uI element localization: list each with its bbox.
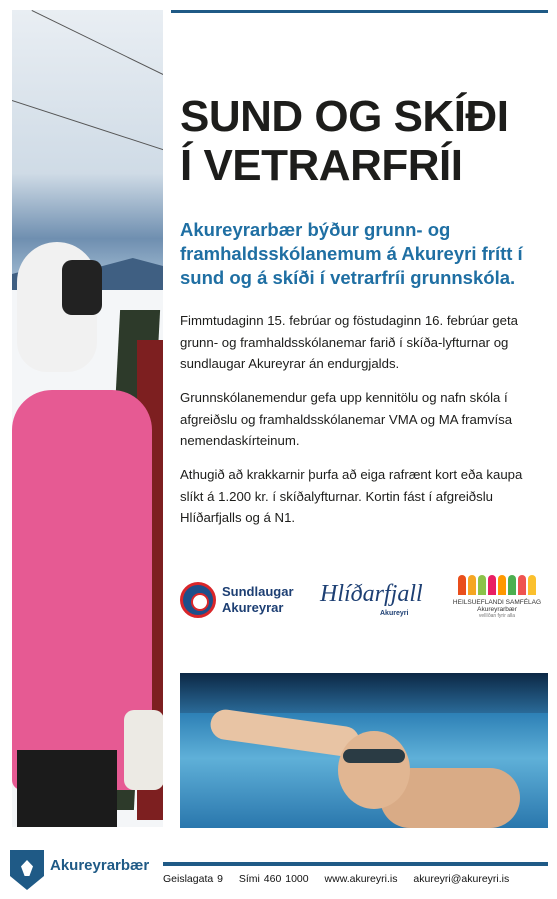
swimmer-photo: [180, 673, 548, 828]
footer-phone: Sími 460 1000: [238, 873, 309, 885]
hlidarfjall-name: Hlíðarfjall: [320, 581, 423, 607]
heilsueflandi-line2: Akureyrarbær: [477, 606, 517, 613]
sundlaugar-logo: [180, 580, 300, 620]
partner-logos: [180, 575, 545, 625]
footer-brand: Akureyrarbær: [50, 857, 150, 874]
heilsueflandi-line1: HEILSUEFLANDI SAMFÉLAG: [452, 599, 542, 606]
heilsueflandi-logo: [442, 575, 552, 625]
footer-web-link[interactable]: www.akureyri.is: [324, 873, 398, 885]
footer-contact: [163, 873, 521, 885]
hlidarfjall-logo: [320, 581, 423, 621]
sundlaugar-line1: Sundlaugar: [222, 584, 294, 599]
paragraph-dates: Fimmtudaginn 15. febrúar og föstudaginn 16. febrúar geta grunn- og framhaldsskólanemar farið í skíða-lyfturnar og sundlaugar Akureyrar án endurgjalds.: [180, 313, 518, 371]
top-rule: [171, 10, 548, 13]
paragraph-card: Athugið að krakkarnir þurfa að eiga rafrænt kort eða kaupa slíkt á 1.200 kr. í skíðalyfturnar. Kortin fást í afgreiðslu Hlíðarfjalls og á N1.: [180, 467, 523, 525]
akureyri-crest-icon: [10, 850, 44, 890]
title-line-2: Í VETRARFRÍI: [180, 141, 463, 190]
heilsueflandi-line3: vellíðan fyrir alla: [478, 613, 516, 619]
heilsueflandi-logo-icon: [442, 575, 552, 597]
lead-text: Akureyrarbær býður grunn- og framhaldsskólanemum á Akureyri frítt í sund og á skíði í vetrarfríi grunnskóla.: [180, 219, 523, 288]
hlidarfjall-sub: Akureyri: [380, 610, 409, 617]
footer-email-link[interactable]: akureyri@akureyri.is: [413, 873, 510, 885]
skier-photo: [12, 10, 163, 827]
sundlaugar-logo-icon: [180, 582, 216, 618]
footer-rule: [163, 862, 548, 866]
footer-address: Geislagata 9: [163, 873, 223, 885]
sundlaugar-line2: Akureyrar: [222, 600, 284, 615]
title-line-1: SUND OG SKÍÐI: [180, 92, 509, 141]
paragraph-students: Grunnskólanemendur gefa upp kennitölu og nafn skóla í afgreiðslu og framhaldsskólanemar VMA og MA framvísa nemendaskírteinum.: [180, 390, 513, 448]
page-title: [180, 92, 540, 190]
